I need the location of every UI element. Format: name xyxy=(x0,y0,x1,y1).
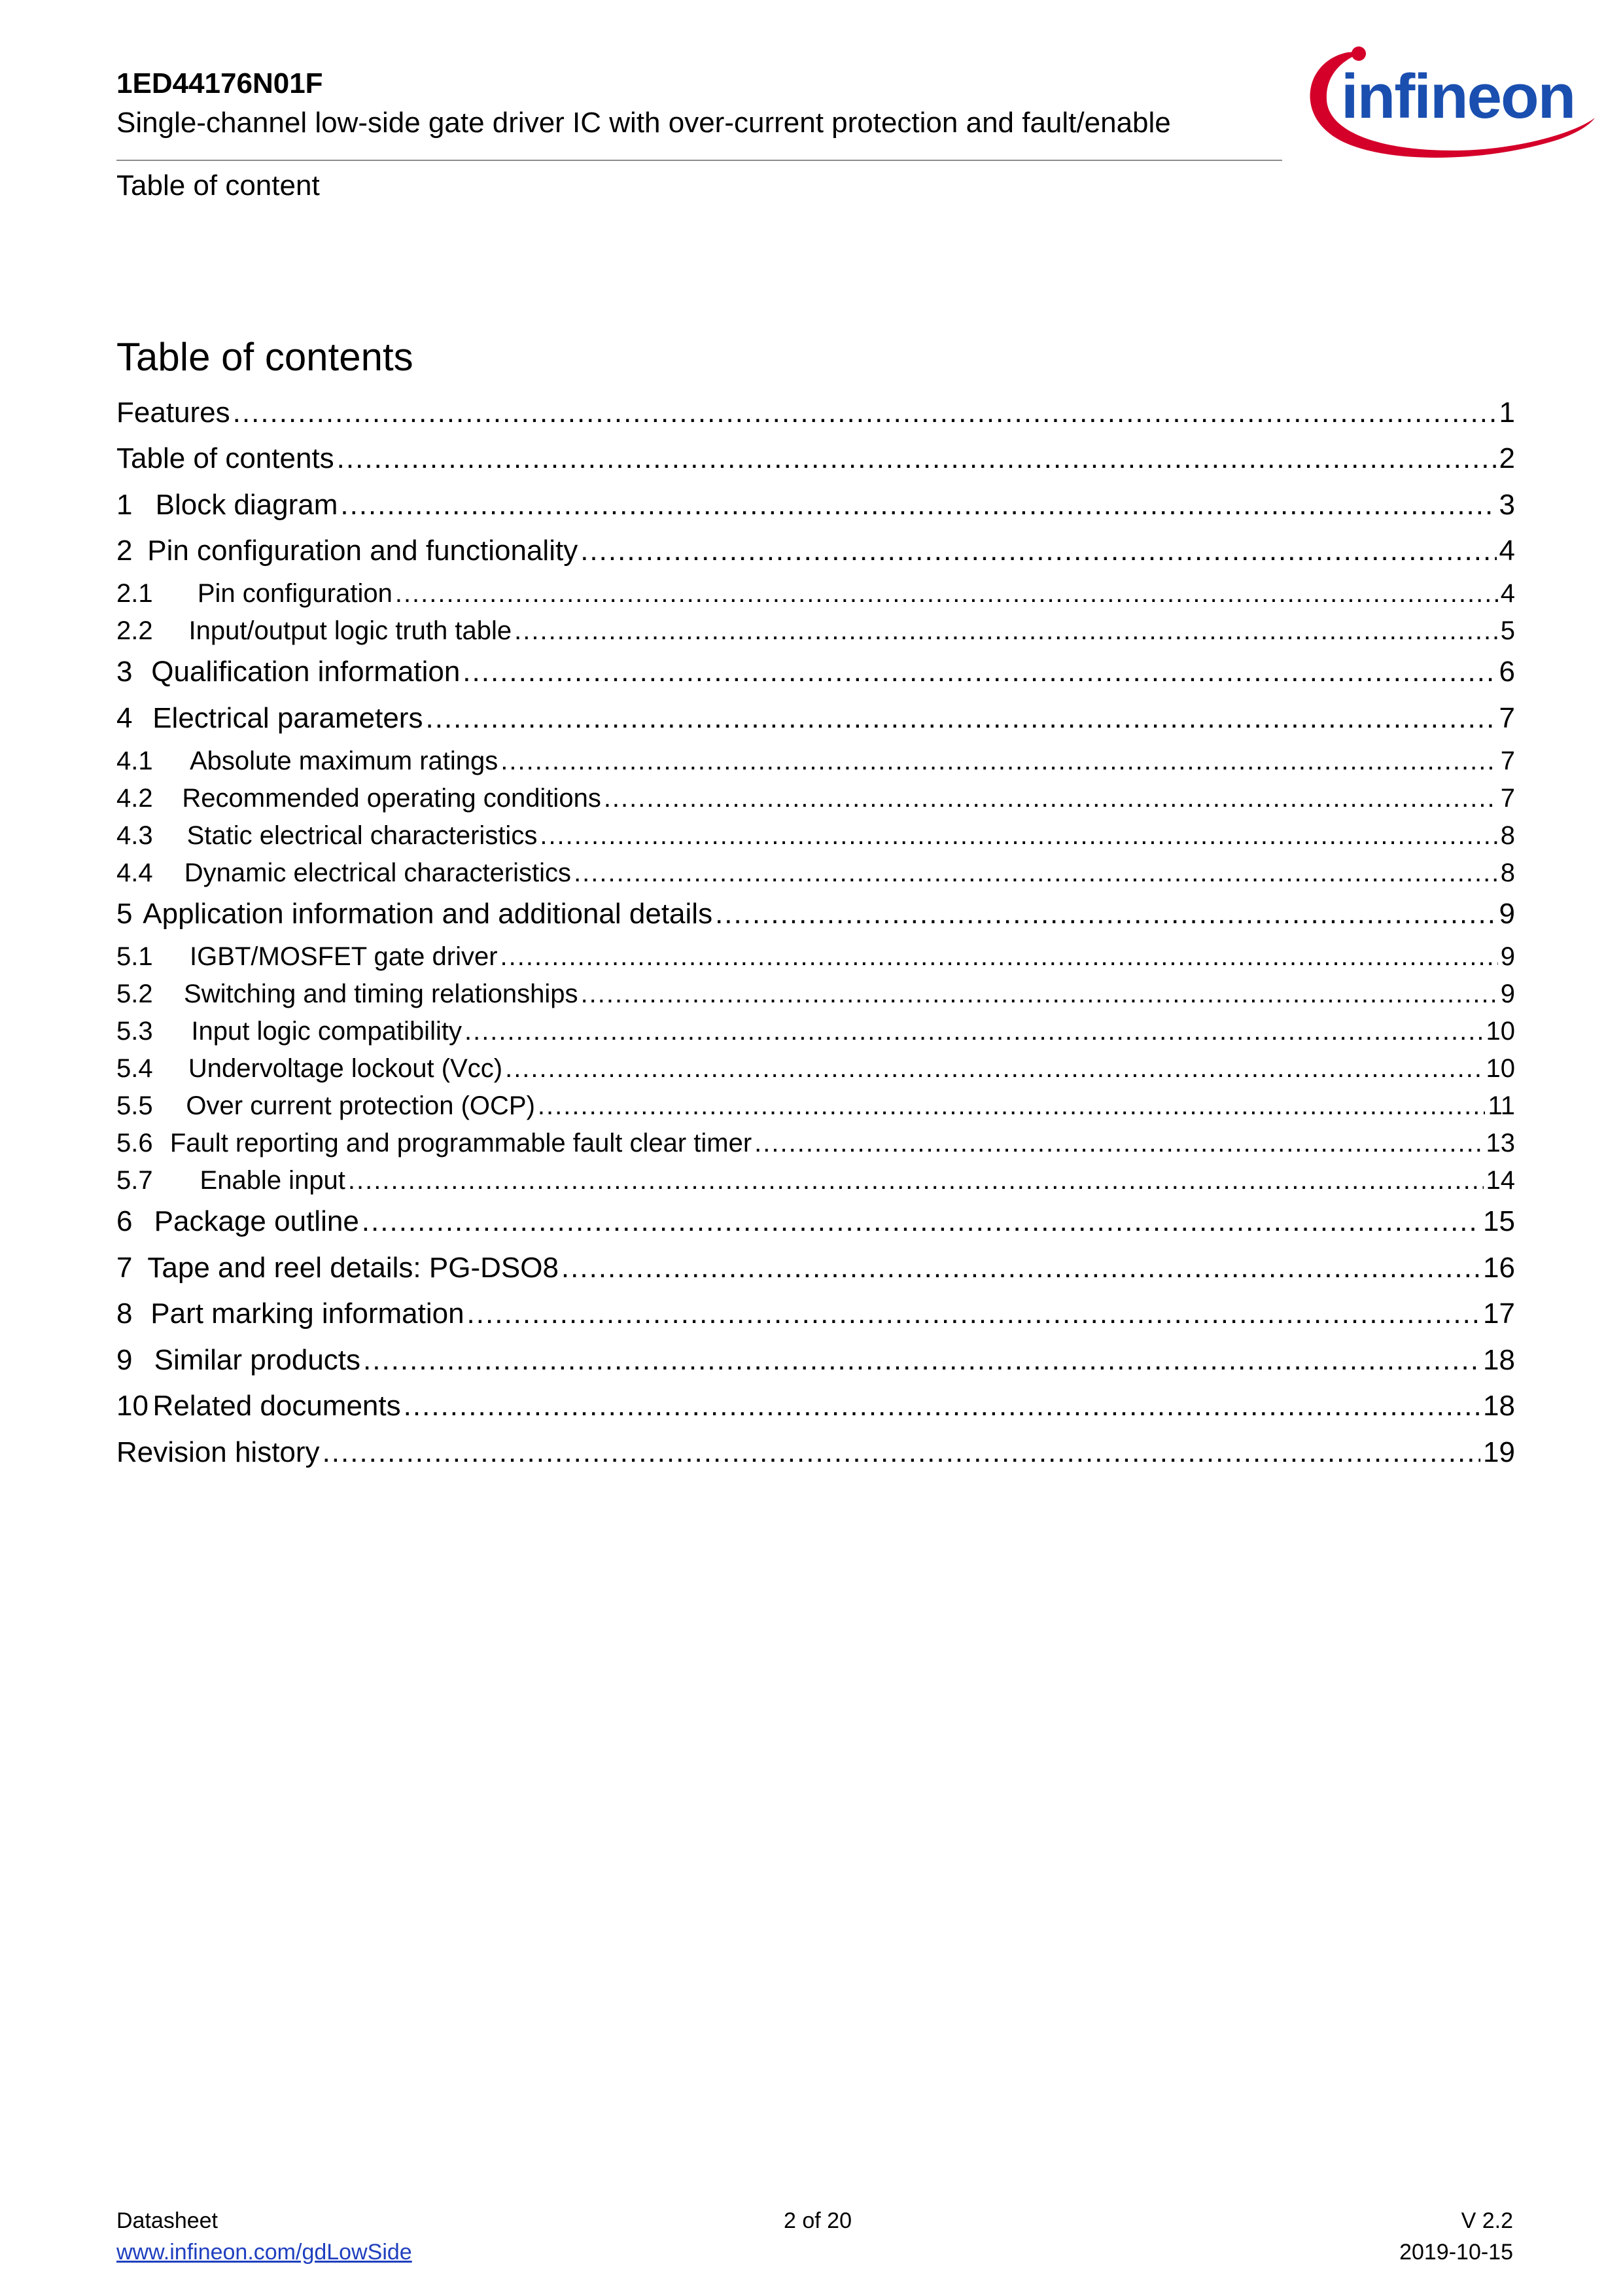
toc-leader-dots xyxy=(467,1291,1481,1337)
toc-entry-number: 10 xyxy=(116,1390,148,1422)
toc-entry-page: 7 xyxy=(1500,747,1515,775)
document-subtitle: Single-channel low-side gate driver IC with over-current protection and fault/enable xyxy=(116,107,1171,139)
toc-entry-sub[interactable] xyxy=(116,1161,1515,1199)
toc-entry-title: Part marking information xyxy=(150,1298,464,1330)
toc-leader-dots xyxy=(500,938,1498,976)
toc-entry-sub[interactable] xyxy=(116,1087,1515,1125)
toc-leader-dots xyxy=(715,891,1496,937)
toc-entry-page: 9 xyxy=(1500,942,1515,971)
toc-entry[interactable] xyxy=(116,528,1515,574)
toc-leader-dots xyxy=(425,696,1496,741)
toc-entry[interactable] xyxy=(116,891,1515,937)
toc-entry-number: 4.2 xyxy=(116,784,153,813)
toc-leader-dots xyxy=(395,574,1498,612)
toc-leader-dots xyxy=(404,1383,1480,1429)
toc-entry[interactable] xyxy=(116,482,1515,528)
toc-entry-number: 2 xyxy=(116,535,133,567)
toc-leader-dots xyxy=(581,975,1498,1013)
toc-entry-sub[interactable] xyxy=(116,1050,1515,1087)
toc-entry-sub[interactable] xyxy=(116,938,1515,976)
toc-entry[interactable] xyxy=(116,1199,1515,1245)
toc-leader-dots xyxy=(604,779,1498,817)
toc-entry-page: 5 xyxy=(1500,616,1515,645)
toc-entry[interactable] xyxy=(116,696,1515,741)
toc-entry-number: 5.7 xyxy=(116,1166,153,1195)
toc-entry-number: 4 xyxy=(116,702,133,734)
part-number: 1ED44176N01F xyxy=(116,67,323,99)
toc-entry[interactable] xyxy=(116,1245,1515,1291)
toc-entry-page: 7 xyxy=(1500,784,1515,813)
toc-entry-page: 13 xyxy=(1486,1129,1515,1157)
toc-entry-sub[interactable] xyxy=(116,574,1515,612)
toc-entry-title: Block diagram xyxy=(155,489,338,521)
toc-entry-number: 4.3 xyxy=(116,821,153,850)
toc-leader-dots xyxy=(337,436,1497,482)
toc-leader-dots xyxy=(348,1161,1484,1199)
toc-entry-title: Related documents xyxy=(152,1390,401,1422)
toc-leader-dots xyxy=(464,1012,1484,1050)
toc-entry-number: 5.3 xyxy=(116,1017,153,1046)
toc-entry-title: Tape and reel details: PG-DSO8 xyxy=(147,1252,559,1284)
footer-date: 2019-10-15 xyxy=(1399,2240,1513,2265)
toc-entry-title: Package outline xyxy=(154,1205,359,1237)
footer-version: V 2.2 xyxy=(1461,2208,1513,2233)
toc-entry-page: 8 xyxy=(1500,858,1515,887)
toc-leader-dots xyxy=(500,742,1497,780)
toc-leader-dots xyxy=(462,649,1496,695)
toc-entry-title: Recommended operating conditions xyxy=(182,784,601,813)
toc-heading: Table of contents xyxy=(116,335,413,379)
toc-entry-title: Qualification information xyxy=(151,656,461,688)
footer-document-type: Datasheet xyxy=(116,2208,218,2233)
toc-entry-page: 18 xyxy=(1483,1390,1515,1422)
toc-entry-number: 2.1 xyxy=(116,579,153,608)
logo-dot xyxy=(1352,46,1366,61)
toc-entry-title: Pin configuration and functionality xyxy=(147,535,578,567)
toc-entry-page: 11 xyxy=(1488,1091,1515,1120)
toc-entry-sub[interactable] xyxy=(116,779,1515,817)
toc-leader-dots xyxy=(574,854,1498,892)
toc-entry[interactable] xyxy=(116,1337,1515,1383)
toc-entry-sub[interactable] xyxy=(116,612,1515,650)
toc-leader-dots xyxy=(580,528,1496,574)
toc-entry-title: Features xyxy=(116,397,230,429)
toc-leader-dots xyxy=(323,1430,1480,1475)
toc-entry-page: 3 xyxy=(1499,489,1515,521)
toc-entry-title: Over current protection (OCP) xyxy=(186,1091,535,1120)
toc-leader-dots xyxy=(540,817,1497,855)
toc-entry-page: 9 xyxy=(1499,898,1515,930)
toc-entry[interactable] xyxy=(116,649,1515,695)
toc-entry-title: Table of contents xyxy=(116,442,334,474)
toc-entry-title: Electrical parameters xyxy=(152,702,423,734)
toc-entry-title: Enable input xyxy=(200,1166,345,1195)
toc-entry-number: 9 xyxy=(116,1344,133,1376)
section-label: Table of content xyxy=(116,169,320,202)
toc-entry-sub[interactable] xyxy=(116,1124,1515,1162)
header-divider xyxy=(116,160,1282,161)
toc-entry-page: 9 xyxy=(1500,980,1515,1008)
toc-entry-number: 3 xyxy=(116,656,133,688)
toc-entry-title: Dynamic electrical characteristics xyxy=(184,858,572,887)
toc-leader-dots xyxy=(362,1199,1480,1245)
toc-entry-number: 5.2 xyxy=(116,980,153,1008)
toc-entry[interactable] xyxy=(116,390,1515,436)
toc-leader-dots xyxy=(363,1337,1480,1383)
toc-leader-dots xyxy=(754,1124,1483,1162)
toc-entry-number: 2.2 xyxy=(116,616,153,645)
toc-entry-number: 5.4 xyxy=(116,1054,153,1083)
toc-entry-title: Pin configuration xyxy=(197,579,393,608)
toc-leader-dots xyxy=(514,612,1498,650)
logo-wordmark: infineon xyxy=(1341,62,1575,132)
toc-entry-page: 1 xyxy=(1499,397,1515,429)
toc-entry-page: 6 xyxy=(1499,656,1515,688)
toc-entry-number: 5.5 xyxy=(116,1091,153,1120)
toc-entry-number: 5.6 xyxy=(116,1129,153,1157)
toc-entry-page: 4 xyxy=(1499,535,1515,567)
toc-entry-page: 19 xyxy=(1483,1436,1515,1468)
toc-entry-title: Switching and timing relationships xyxy=(184,980,578,1008)
footer-website-link[interactable]: www.infineon.com/gdLowSide xyxy=(116,2240,412,2265)
toc-entry[interactable] xyxy=(116,436,1515,482)
toc-leader-dots xyxy=(340,482,1496,528)
toc-entry-title: Static electrical characteristics xyxy=(186,821,538,850)
toc-entry-title: Revision history xyxy=(116,1436,320,1468)
toc-entry-page: 2 xyxy=(1499,442,1515,474)
toc-entry-page: 8 xyxy=(1500,821,1515,850)
toc-entry-sub[interactable] xyxy=(116,1012,1515,1050)
toc-leader-dots xyxy=(233,390,1497,436)
toc-entry-title: Application information and additional details xyxy=(143,898,713,930)
toc-entry-number: 1 xyxy=(116,489,133,521)
infineon-logo-graphic xyxy=(1302,34,1596,171)
toc-entry-sub[interactable] xyxy=(116,817,1515,855)
toc-entry-title: Input logic compatibility xyxy=(191,1017,462,1046)
toc-entry-page: 18 xyxy=(1483,1344,1515,1376)
toc-entry-number: 5.1 xyxy=(116,942,153,971)
toc-leader-dots xyxy=(561,1245,1480,1291)
toc-entry-title: IGBT/MOSFET gate driver xyxy=(190,942,498,971)
toc-entry-number: 7 xyxy=(116,1252,133,1284)
toc-entry-title: Similar products xyxy=(154,1344,361,1376)
toc-entry[interactable] xyxy=(116,1430,1515,1475)
toc-entry-page: 4 xyxy=(1500,579,1515,608)
toc-entry-number: 8 xyxy=(116,1298,133,1330)
toc-entry-page: 10 xyxy=(1486,1054,1515,1083)
toc-entry[interactable] xyxy=(116,1383,1515,1429)
toc-entry-title: Undervoltage lockout (Vcc) xyxy=(188,1054,503,1083)
toc-entry[interactable] xyxy=(116,1291,1515,1337)
toc-entry-title: Fault reporting and programmable fault clear timer xyxy=(169,1129,752,1157)
footer-page-number: 2 of 20 xyxy=(784,2208,852,2233)
toc-entry-number: 6 xyxy=(116,1205,133,1237)
toc-leader-dots xyxy=(538,1087,1486,1125)
toc-entry-page: 7 xyxy=(1499,702,1515,734)
toc-entry-page: 15 xyxy=(1483,1205,1515,1237)
infineon-logo xyxy=(1302,34,1596,171)
toc-entry-number: 4.4 xyxy=(116,858,153,887)
toc-entry-number: 5 xyxy=(116,898,133,930)
toc-entry-title: Absolute maximum ratings xyxy=(190,747,498,775)
toc-entry-page: 14 xyxy=(1486,1166,1515,1195)
toc-entry-page: 17 xyxy=(1483,1298,1515,1330)
toc-entry-sub[interactable] xyxy=(116,975,1515,1013)
toc-leader-dots xyxy=(505,1050,1483,1087)
toc-entry-sub[interactable] xyxy=(116,742,1515,780)
toc-entry-page: 16 xyxy=(1483,1252,1515,1284)
toc-entry-title: Input/output logic truth table xyxy=(188,616,512,645)
toc-entry-page: 10 xyxy=(1486,1017,1515,1046)
toc-entry-number: 4.1 xyxy=(116,747,153,775)
toc-entry-sub[interactable] xyxy=(116,854,1515,892)
